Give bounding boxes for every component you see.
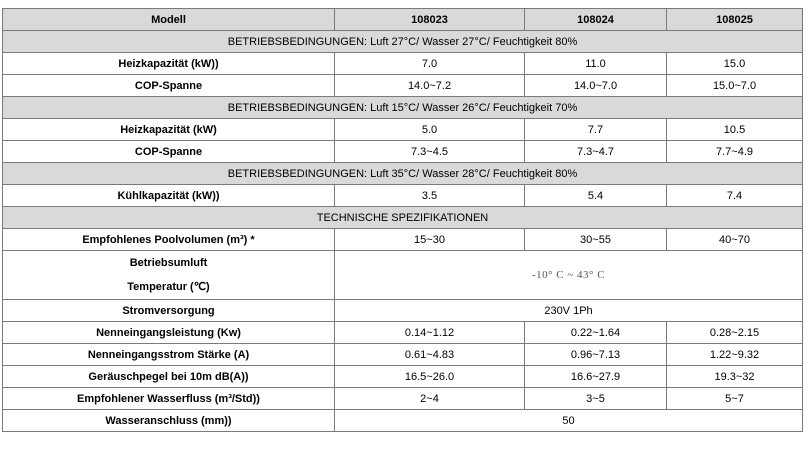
table-cell: 1.22~9.32 [667,344,803,366]
table-cell: 7.3~4.5 [335,141,525,163]
table-row [3,185,803,207]
table-cell: 50 [335,410,803,432]
model-108024: 108024 [525,9,667,31]
table-cell: 7.4 [667,185,803,207]
row-label [3,251,335,300]
table-row [3,75,803,97]
row-label: Kühlkapazität (kW)) [3,185,335,207]
row-label: COP-Spanne [3,141,335,163]
section-row [3,207,803,229]
table-row [3,141,803,163]
row-label: Empfohlener Wasserfluss (m³/Std)) [3,388,335,410]
table-cell: 14.0~7.2 [335,75,525,97]
section-condition-2: BETRIEBSBEDINGUNGEN: Luft 15°C/ Wasser 26°C/ Feuchtigkeit 70% [3,97,803,119]
table-cell: 0.61~4.83 [335,344,525,366]
table-row [3,410,803,432]
model-label: Modell [3,9,335,31]
section-condition-3: BETRIEBSBEDINGUNGEN: Luft 35°C/ Wasser 28°C/ Feuchtigkeit 80% [3,163,803,185]
table-row [3,322,803,344]
row-label: Stromversorgung [3,300,335,322]
table-cell: 15.0~7.0 [667,75,803,97]
spec-table [2,8,803,432]
table-cell: 3.5 [335,185,525,207]
table-row [3,300,803,322]
table-cell: 11.0 [525,53,667,75]
table-cell: 0.28~2.15 [667,322,803,344]
table-cell: 7.7~4.9 [667,141,803,163]
table-cell: 16.5~26.0 [335,366,525,388]
table-cell: 7.3~4.7 [525,141,667,163]
table-cell: 230V 1Ph [335,300,803,322]
table-row [3,119,803,141]
table-cell: 7.0 [335,53,525,75]
table-cell: 15.0 [667,53,803,75]
table-cell: 14.0~7.0 [525,75,667,97]
table-row [3,251,803,300]
row-label: Heizkapazität (kW) [3,119,335,141]
row-label-line-2: Temperatur (℃) [127,281,210,293]
model-108023: 108023 [335,9,525,31]
table-row [3,366,803,388]
row-label: COP-Spanne [3,75,335,97]
table-cell: 10.5 [667,119,803,141]
table-row [3,344,803,366]
row-label: Geräuschpegel bei 10m dB(A)) [3,366,335,388]
table-row [3,388,803,410]
model-108025: 108025 [667,9,803,31]
table-row [3,229,803,251]
row-label: Nenneingangsstrom Stärke (A) [3,344,335,366]
section-row [3,97,803,119]
table-cell: 16.6~27.9 [525,366,667,388]
table-cell: 5.0 [335,119,525,141]
row-label: Heizkapazität (kW)) [3,53,335,75]
table-cell: 0.96~7.13 [525,344,667,366]
table-cell: 5~7 [667,388,803,410]
row-label: Wasseranschluss (mm)) [3,410,335,432]
row-label-line-1: Betriebsumluft [129,257,208,269]
table-cell: 5.4 [525,185,667,207]
table-cell: 2~4 [335,388,525,410]
section-condition-1: BETRIEBSBEDINGUNGEN: Luft 27°C/ Wasser 27°C/ Feuchtigkeit 80% [3,31,803,53]
row-label: Empfohlenes Poolvolumen (m³) * [3,229,335,251]
table-cell: 0.22~1.64 [525,322,667,344]
table-cell: 30~55 [525,229,667,251]
table-cell: 19.3~32 [667,366,803,388]
section-row [3,163,803,185]
table-cell: 0.14~1.12 [335,322,525,344]
table-header-row [3,9,803,31]
table-row [3,53,803,75]
section-technical-specs: TECHNISCHE SPEZIFIKATIONEN [3,207,803,229]
table-cell: -10° C ~ 43° C [335,251,803,300]
table-cell: 15~30 [335,229,525,251]
table-cell: 7.7 [525,119,667,141]
table-cell: 3~5 [525,388,667,410]
row-label: Nenneingangsleistung (Kw) [3,322,335,344]
table-cell: 40~70 [667,229,803,251]
section-row [3,31,803,53]
